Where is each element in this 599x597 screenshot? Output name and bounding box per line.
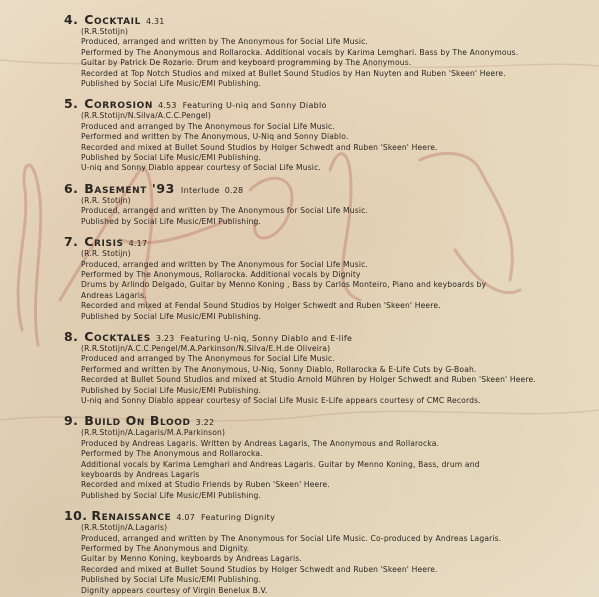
- credit-line: Produced by Andreas Lagaris. Written by Andreas Lagaris, The Anonymous and Rollarocka.: [81, 438, 440, 448]
- track-number: 8.: [64, 328, 79, 344]
- credit-line: Recorded and mixed at Bullet Sound Studios by Holger Schwedt and Ruben 'Skeen' Heere.: [81, 142, 438, 152]
- credit-line: Published by Social Life Music/EMI Publishing.: [81, 79, 262, 89]
- track-title: Basement '93: [84, 180, 175, 196]
- credit-line: (R.R.Stotijn/N.Silva/A.C.C.Pengel): [81, 111, 212, 121]
- track-number: 10.: [64, 508, 88, 524]
- track-number: 9.: [64, 413, 79, 429]
- credit-line: Guitar by Menno Koning, keyboards by Andreas Lagaris.: [81, 554, 302, 564]
- credit-line: Additional vocals by Karima Lemghari and Andreas Lagaris. Guitar by Menno Koning, Bass, drum and: [81, 459, 480, 469]
- credit-line: Recorded and mixed at Fendal Sound Studios by Holger Schwedt and Ruben 'Skeen' Heere.: [81, 301, 441, 311]
- credit-line: keyboards by Andreas Lagaris: [81, 470, 200, 479]
- credit-line: Performed by The Anonymous, Rollarocka. Additional vocals by Dignity: [81, 269, 361, 279]
- track-title: Build On Blood: [84, 413, 191, 429]
- credit-line: Produced, arranged and written by The Anonymous for Social Life Music.: [81, 259, 368, 269]
- credit-line: Published by Social Life Music/EMI Publishing.: [81, 153, 262, 163]
- credit-line: Recorded and mixed at Bullet Sound Studios by Holger Schwedt and Ruben 'Skeen' Heere.: [81, 564, 438, 574]
- credit-line: Produced and arranged by The Anonymous for Social Life Music.: [81, 121, 335, 131]
- credit-line: Performed by The Anonymous and Rollarocka. Additional vocals by Karima Lemghari. Bass by The Anonymous.: [81, 47, 519, 57]
- credit-line: Produced, arranged and written by The Anonymous for Social Life Music.: [81, 37, 368, 47]
- credit-line: (R.R.Stotijn/A.Lagaris/M.A.Parkinson): [81, 428, 226, 438]
- credit-line: Andreas Lagaris.: [81, 290, 147, 300]
- track-featuring: Featuring Dignity: [201, 513, 276, 523]
- track-10: [64, 508, 584, 596]
- track-duration: 4.17: [128, 239, 148, 249]
- track-number: 5.: [64, 96, 79, 112]
- track-duration: 4.53: [158, 101, 177, 111]
- track-featuring: Featuring U-niq, Sonny Diablo and E-life: [180, 333, 353, 343]
- credit-line: Produced and arranged by The Anonymous for Social Life Music.: [81, 354, 335, 364]
- credit-line: (R.R. Stotijn): [81, 195, 131, 205]
- track-interlude-label: Interlude: [180, 185, 220, 195]
- track-8: [64, 329, 584, 406]
- track-title: Cocktales: [84, 328, 151, 344]
- credit-line: Produced, arranged and written by The Anonymous for Social Life Music. Co-produced by Andreas Lagaris.: [81, 533, 502, 543]
- track-number: 7.: [64, 234, 79, 250]
- track-title: Cocktail: [84, 12, 141, 27]
- track-duration: 4.31: [145, 17, 165, 26]
- credit-line: (R.R.Stotijn/A.Lagaris): [81, 523, 168, 533]
- credit-line: Performed by The Anonymous and Dignity.: [81, 544, 250, 554]
- credit-line: Recorded at Top Notch Studios and mixed at Bullet Sound Studios by Han Nuyten and Ruben 'Skeen' Heere.: [81, 68, 506, 78]
- track-9: [64, 413, 584, 501]
- credit-line: (R.R. Stotijn): [81, 249, 131, 259]
- track-duration: 0.28: [224, 185, 244, 195]
- track-number: 6.: [64, 180, 79, 196]
- track-featuring: Featuring U-niq and Sonny Diablo: [182, 101, 327, 111]
- credit-line: Dignity appears courtesy of Virgin Benelux B.V.: [81, 585, 268, 595]
- track-title: Renaissance: [91, 508, 172, 524]
- credit-line: U-niq and Sonny Diablo appear courtesy of Social Life Music.: [81, 163, 321, 173]
- credit-line: Published by Social Life Music/EMI Publishing.: [81, 311, 262, 321]
- track-5: [64, 96, 584, 173]
- track-duration: 3.23: [155, 333, 175, 343]
- track-duration: 3.22: [195, 418, 215, 428]
- track-4: [64, 12, 584, 89]
- credit-line: Recorded and mixed at Studio Friends by Ruben 'Skeen' Heere.: [81, 480, 330, 490]
- credit-line: U-niq and Sonny Diablo appear courtesy of Social Life Music E-Life appears courtesy of CMC Records.: [81, 395, 481, 405]
- credit-line: Published by Social Life Music/EMI Publishing.: [81, 490, 262, 500]
- credit-line: Published by Social Life Music/EMI Publishing.: [81, 575, 262, 585]
- credit-line: Published by Social Life Music/EMI Publishing.: [81, 385, 262, 395]
- track-number: 4.: [64, 12, 79, 27]
- credit-line: Published by Social Life Music/EMI Publishing.: [81, 216, 262, 226]
- credit-line: Performed and written by The Anonymous, U-Niq and Sonny Diablo.: [81, 132, 349, 142]
- track-7: [64, 234, 584, 322]
- track-duration: 4.07: [176, 513, 195, 523]
- credit-line: Drums by Arlindo Delgado, Guitar by Menno Koning , Bass by Carlos Monteiro, Piano and keyboards by: [81, 280, 487, 290]
- track-credits-list: [64, 12, 584, 596]
- credit-line: Performed by The Anonymous and Rollarocka.: [81, 449, 263, 459]
- track-title: Crisis: [84, 234, 124, 250]
- credit-line: (R.R.Stotijn/A.C.C.Pengel/M.A.Parkinson/N.Silva/E.H.de Oliveira): [81, 343, 331, 353]
- track-title: Corrosion: [84, 96, 153, 112]
- credit-line: Recorded at Bullet Sound Studios and mixed at Studio Arnold Mühren by Holger Schwedt and Ruben 'Skeen' Heere.: [81, 375, 536, 385]
- credit-line: Performed and written by The Anonymous, U-Niq, Sonny Diablo, Rollarocka & E-Life Cuts by G-Boah.: [81, 364, 477, 374]
- credit-line: (R.R.Stotijn): [81, 27, 129, 36]
- track-6: [64, 181, 584, 227]
- credit-line: Produced, arranged and written by The Anonymous for Social Life Music.: [81, 206, 368, 216]
- credit-line: Guitar by Patrick De Rozario. Drum and keyboard programming by The Anonymous.: [81, 58, 412, 68]
